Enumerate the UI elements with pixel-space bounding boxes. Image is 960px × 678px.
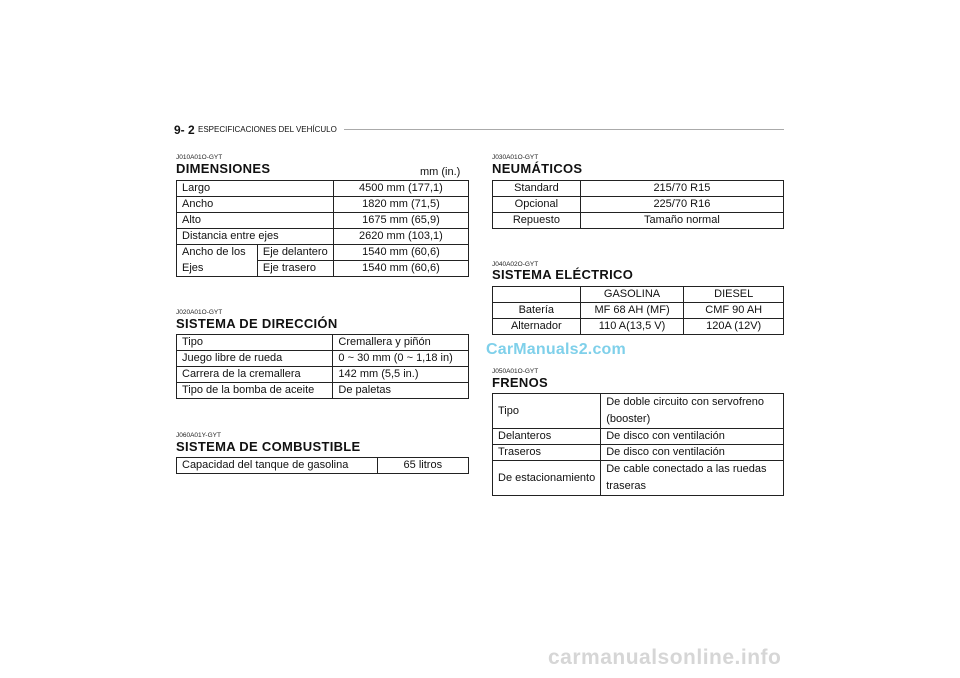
elec-label: Batería [493, 303, 581, 319]
dim-value: 1540 mm (60,6) [333, 245, 468, 261]
combustible-table [176, 457, 469, 474]
dir-value: Cremallera y piñón [333, 335, 469, 351]
table-row [177, 213, 469, 229]
elec-diesel: 120A (12V) [684, 319, 784, 335]
table-row [177, 229, 469, 245]
frenos-table [492, 393, 784, 496]
dir-value: 142 mm (5,5 in.) [333, 367, 469, 383]
comb-value: 65 litros [377, 458, 468, 474]
dimensiones-code: J010A01O-GYT [176, 154, 223, 161]
table-row [493, 181, 784, 197]
watermark-text: CarManuals2.com [486, 341, 626, 358]
dimensiones-table [176, 180, 469, 277]
dim-label: Distancia entre ejes [177, 229, 334, 245]
electrico-title: SISTEMA ELÉCTRICO [492, 267, 634, 282]
frenos-code: J050A01O-GYT [492, 368, 539, 375]
electrico-table [492, 286, 784, 335]
table-row [177, 335, 469, 351]
dim-track-label-2: Ejes [177, 261, 258, 277]
table-row [177, 197, 469, 213]
footer-watermark: carmanualsonline.info [548, 646, 782, 669]
dir-value: De paletas [333, 383, 469, 399]
fre-label: De estacionamiento [493, 461, 601, 496]
neumaticos-table [492, 180, 784, 229]
table-row [177, 181, 469, 197]
neu-value: 215/70 R15 [580, 181, 783, 197]
dim-value: 4500 mm (177,1) [333, 181, 468, 197]
table-row [493, 213, 784, 229]
dir-value: 0 ~ 30 mm (0 ~ 1,18 in) [333, 351, 469, 367]
dim-value: 2620 mm (103,1) [333, 229, 468, 245]
elec-label: Alternador [493, 319, 581, 335]
frenos-title: FRENOS [492, 375, 548, 390]
direccion-table [176, 334, 469, 399]
table-row [177, 245, 469, 261]
table-row [493, 394, 784, 429]
fre-label: Tipo [493, 394, 601, 429]
combustible-code: J060A01Y-GYT [176, 432, 221, 439]
elec-header-gasolina: GASOLINA [580, 287, 684, 303]
header-rule [344, 129, 784, 130]
direccion-title: SISTEMA DE DIRECCIÓN [176, 316, 338, 331]
table-row [177, 383, 469, 399]
page-number: 9- 2 [174, 123, 195, 137]
table-row [177, 367, 469, 383]
dim-label: Ancho [177, 197, 334, 213]
elec-gasolina: 110 A(13,5 V) [580, 319, 684, 335]
direccion-code: J020A01O-GYT [176, 309, 223, 316]
dim-value: 1540 mm (60,6) [333, 261, 468, 277]
fre-value: De cable conectado a las ruedas traseras [601, 461, 784, 496]
dir-label: Tipo de la bomba de aceite [177, 383, 333, 399]
neumaticos-code: J030A01O-GYT [492, 154, 539, 161]
dim-value: 1675 mm (65,9) [333, 213, 468, 229]
elec-gasolina: MF 68 AH (MF) [580, 303, 684, 319]
dim-label: Alto [177, 213, 334, 229]
table-row [493, 445, 784, 461]
table-row [493, 461, 784, 496]
dim-track-axle: Eje trasero [257, 261, 333, 277]
dimensiones-units: mm (in.) [420, 166, 461, 178]
dimensiones-title: DIMENSIONES [176, 161, 271, 176]
table-row [177, 351, 469, 367]
fre-value: De doble circuito con servofreno (booster) [601, 394, 784, 429]
dim-value: 1820 mm (71,5) [333, 197, 468, 213]
neu-value: Tamaño normal [580, 213, 783, 229]
dir-label: Tipo [177, 335, 333, 351]
dim-track-axle: Eje delantero [257, 245, 333, 261]
combustible-title: SISTEMA DE COMBUSTIBLE [176, 439, 361, 454]
fre-label: Traseros [493, 445, 601, 461]
elec-header-blank [493, 287, 581, 303]
neu-label: Opcional [493, 197, 581, 213]
elec-header-diesel: DIESEL [684, 287, 784, 303]
table-row [177, 261, 469, 277]
table-row [493, 319, 784, 335]
section-title: ESPECIFICACIONES DEL VEHÍCULO [198, 125, 337, 134]
neu-label: Repuesto [493, 213, 581, 229]
table-row [493, 197, 784, 213]
neu-value: 225/70 R16 [580, 197, 783, 213]
neumaticos-title: NEUMÁTICOS [492, 161, 583, 176]
table-row [493, 303, 784, 319]
neu-label: Standard [493, 181, 581, 197]
fre-label: Delanteros [493, 429, 601, 445]
fre-value: De disco con ventilación [601, 429, 784, 445]
electrico-code: J040A02O-GYT [492, 261, 539, 268]
comb-label: Capacidad del tanque de gasolina [177, 458, 378, 474]
table-header-row [493, 287, 784, 303]
dir-label: Juego libre de rueda [177, 351, 333, 367]
dir-label: Carrera de la cremallera [177, 367, 333, 383]
elec-diesel: CMF 90 AH [684, 303, 784, 319]
dim-label: Largo [177, 181, 334, 197]
table-row [177, 458, 469, 474]
fre-value: De disco con ventilación [601, 445, 784, 461]
table-row [493, 429, 784, 445]
dim-track-label-1: Ancho de los [177, 245, 258, 261]
